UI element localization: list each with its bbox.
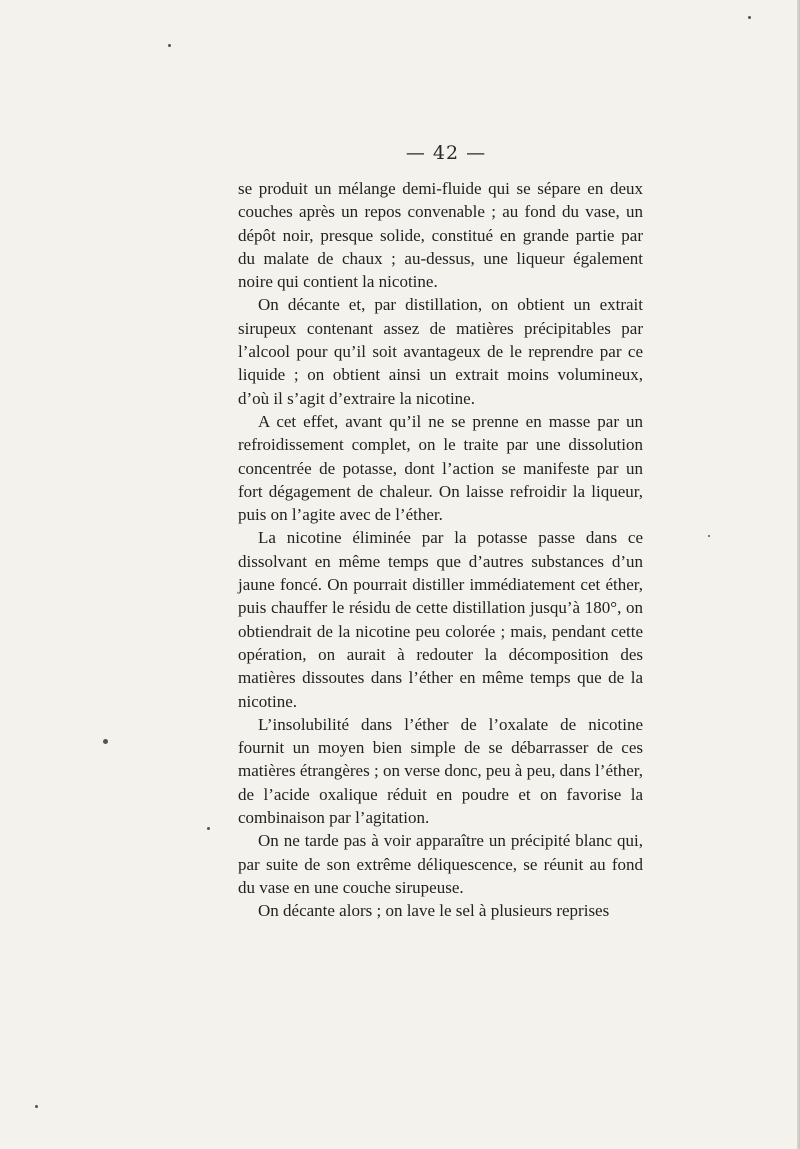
paragraph: On décante et, par distillation, on obtient un extrait sirupeux contenant assez de matières précipitables par l’alcool pour qu’il soit avantageux de le reprendre par ce liquide ; on obtient ainsi un extrait moins volumineux, d’où il s’agit d’extraire la nicotine. [238,295,643,408]
paper-speck [708,535,710,537]
page-number: — 42 — [405,142,487,164]
paper-speck [168,44,171,47]
paragraph: La nicotine éliminée par la potasse passe dans ce dissolvant en même temps que d’autres substances d’un jaune foncé. On pourrait distiller immédiatement cet éther, puis chauffer le résidu de cette distillation jusqu’à 180°, on obtiendrait de la nicotine peu colorée ; mais, pendant cette opération, on aurait à redouter la décomposition des matières dissoutes dans l’éther en même temps que de la nicotine. [238,528,643,711]
paragraph: L’insolubilité dans l’éther de l’oxalate de nicotine fournit un moyen bien simple de se débarrasser de ces matières étrangères ; on verse donc, peu à peu, dans l’éther, de l’acide oxalique réduit en poudre et on favorise la combinaison par l’agitation. [238,714,643,828]
paper-speck [103,739,108,744]
paragraph-continuation: se produit un mélange demi-fluide qui se sépare en deux couches après un repos convenable ; au fond du vase, un dépôt noir, presque solide, constitué en grande partie par du malate de chaux ; au-dessus, une liqueur également noire qui contient la nicotine. [238,179,643,292]
body-text [238,177,643,923]
paragraph: A cet effet, avant qu’il ne se prenne en masse par un refroidissement complet, on le traite par une dissolution concentrée de potasse, dont l’action se manifeste par un fort dégagement de chaleur. On laisse refroidir la liqueur, puis on l’agite avec de l’éther. [238,411,643,525]
paper-speck [748,16,751,19]
paragraph: On décante alors ; on lave le sel à plusieurs reprises [258,901,610,921]
paper-speck [35,1105,38,1108]
paragraph: On ne tarde pas à voir apparaître un précipité blanc qui, par suite de son extrême déliquescence, se réunit au fond du vase en une couche sirupeuse. [238,831,643,897]
paper-speck [207,827,210,830]
